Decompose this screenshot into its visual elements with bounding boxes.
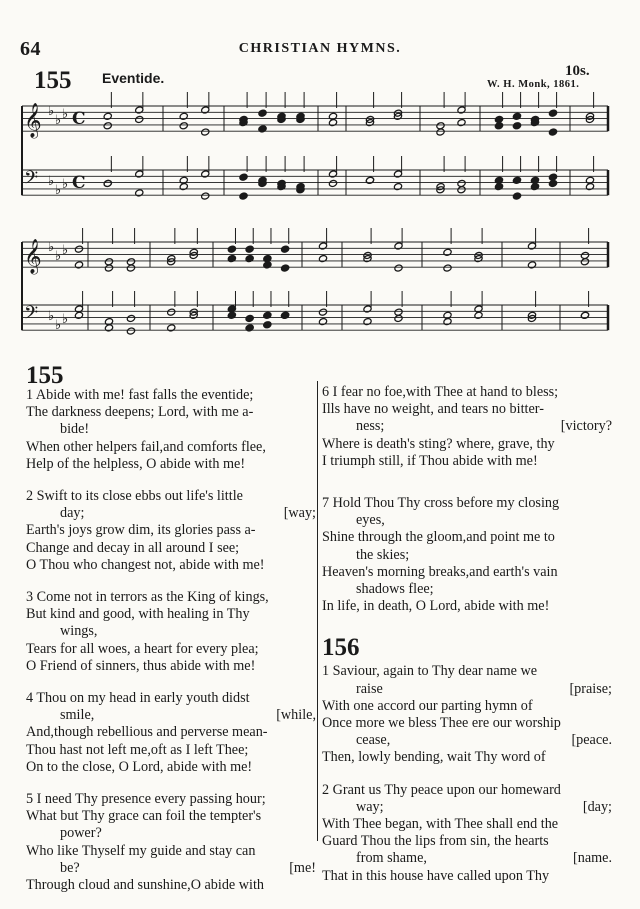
tune-name: Eventide. (102, 70, 165, 86)
page-number: 64 (20, 38, 41, 60)
verse-line: 6 I fear no foe,with Thee at hand to bless; (322, 384, 559, 400)
verse-line: [victory? (560, 418, 612, 435)
svg-text:♭: ♭ (62, 312, 69, 327)
svg-text:♭: ♭ (62, 107, 69, 122)
verse-line: day; (60, 505, 85, 522)
svg-text:C: C (72, 173, 86, 193)
verse-line: 3 Come not in terrors as the King of kings, (26, 589, 269, 606)
svg-text:♭: ♭ (48, 104, 55, 119)
svg-text:𝄢: 𝄢 (24, 168, 39, 193)
stanza-5 (26, 791, 316, 894)
svg-text:♭: ♭ (55, 113, 62, 128)
verse-line: Through cloud and sunshine,O abide with (26, 877, 264, 894)
hymn-156-number: 156 (322, 634, 360, 662)
stanza-4 (26, 690, 316, 776)
verse-line: eyes, (356, 512, 385, 529)
stanza-156-2 (322, 782, 612, 885)
staff (22, 156, 608, 200)
verse-line: Help of the helpless, O abide with me! (26, 455, 246, 472)
stanza-3 (26, 589, 316, 675)
verse-line: What but Thy grace can foil the tempter's (26, 808, 262, 825)
svg-text:♭: ♭ (55, 183, 62, 198)
verse-line: Guard Thou the lips from sin, the hearts (322, 833, 549, 850)
stanza-156-1 (322, 663, 612, 766)
svg-text:♭: ♭ (62, 243, 69, 258)
verse-line: 7 Hold Thou Thy cross before my closing (322, 495, 560, 511)
verse-line: O Thou who changest not, abide with me! (26, 556, 265, 573)
verse-line: The darkness deepens; Lord, with me a- (26, 404, 254, 421)
verse-line: Shine through the gloom,and point me to (322, 529, 555, 546)
staff (22, 291, 608, 335)
svg-text:♭: ♭ (55, 318, 62, 333)
verse-line: With Thee began, with Thee shall end the (322, 816, 559, 832)
verse-line: [praise; (569, 680, 612, 697)
right-column (322, 384, 612, 900)
verse-line: Tears for all woes, a heart for every plea; (26, 640, 259, 657)
left-column (26, 362, 316, 909)
verse-line: 1 Abide with me! fast falls the eventide; (26, 387, 254, 403)
verse-line: Heaven's morning breaks,and earth's vain (322, 563, 558, 580)
verse-line: Once more we bless Thee ere our worship (322, 715, 561, 732)
verse-line: [way; (283, 505, 316, 522)
verse-line: 5 I need Thy presence every passing hour; (26, 791, 266, 808)
verse-line: But kind and good, with healing in Thy (26, 606, 250, 623)
verse-line: With one accord our parting hymn of (322, 697, 533, 714)
svg-text:C: C (72, 109, 86, 129)
svg-text:𝄞: 𝄞 (24, 103, 42, 138)
verse-line: On to the close, O Lord, abide with me! (26, 758, 253, 775)
staff (22, 228, 608, 275)
verse-line: wings, (60, 623, 98, 640)
stanza-1 (26, 387, 316, 473)
verse-line: from shame, (356, 850, 427, 867)
verse-line: cease, (356, 732, 391, 749)
verse-line: raise (356, 680, 383, 697)
verse-line: 2 Swift to its close ebbs out life's little (26, 488, 243, 505)
verse-line: And,though rebellious and perverse mean- (26, 724, 268, 741)
svg-text:♭: ♭ (48, 240, 55, 255)
svg-text:♭: ♭ (55, 249, 62, 264)
verse-line: way; (356, 798, 384, 815)
page-header (0, 0, 640, 60)
verse-line: Earth's joys grow dim, its glories pass a- (26, 522, 256, 539)
composer-credit: W. H. Monk, 1861. (487, 79, 580, 90)
verse-line: be? (60, 859, 80, 876)
verse-line: Thou hast not left me,oft as I left Thee; (26, 741, 249, 758)
tune-hymn-number: 155 (34, 67, 72, 94)
verse-line: Where is death's sting? where, grave, thy (322, 435, 555, 452)
verse-line: [peace. (571, 732, 612, 749)
verse-line: [day; (582, 798, 612, 815)
verse-line: That in this house have called upon Thy (322, 867, 550, 884)
music-score (0, 90, 640, 360)
verse-line: Then, lowly bending, wait Thy word of (322, 749, 546, 766)
verse-line: ness; (356, 418, 385, 435)
verse-line: power? (60, 825, 102, 842)
verse-line: [name. (573, 850, 612, 867)
verse-line: 2 Grant us Thy peace upon our homeward (322, 781, 561, 798)
running-title: CHRISTIAN HYMNS. (238, 41, 402, 56)
verse-line: When other helpers fail,and comforts flee, (26, 438, 266, 455)
svg-text:♭: ♭ (48, 174, 55, 189)
verse-line: smile, (60, 707, 95, 724)
staff (22, 92, 608, 139)
meter: 10s. (565, 63, 590, 79)
verse-line: I triumph still, if Thou abide with me! (322, 452, 538, 469)
svg-text:𝄢: 𝄢 (24, 303, 39, 328)
svg-text:♭: ♭ (48, 309, 55, 324)
verse-line: [while, (276, 707, 316, 724)
svg-text:♭: ♭ (62, 177, 69, 192)
verse-line: 1 Saviour, again to Thy dear name we (322, 663, 538, 680)
verse-line: 4 Thou on my head in early youth didst (26, 690, 250, 707)
verse-line: Who like Thyself my guide and stay can (26, 842, 256, 859)
stanza-6 (322, 384, 612, 470)
stanza-2 (26, 488, 316, 574)
verse-line: bide! (60, 421, 90, 438)
verse-line: Ills have no weight, and tears no bitter- (322, 401, 544, 418)
hymn-155-number: 155 (26, 362, 64, 389)
stanza-7 (322, 495, 612, 615)
verse-line: In life, in death, O Lord, abide with me! (322, 598, 550, 615)
verse-line: Change and decay in all around I see; (26, 539, 240, 556)
verse-line: shadows flee; (356, 581, 434, 598)
verse-line: [me! (289, 859, 316, 876)
column-divider (317, 381, 318, 841)
verse-line: O Friend of sinners, thus abide with me! (26, 657, 256, 674)
verse-line: the skies; (356, 546, 410, 563)
svg-text:𝄞: 𝄞 (24, 239, 42, 274)
